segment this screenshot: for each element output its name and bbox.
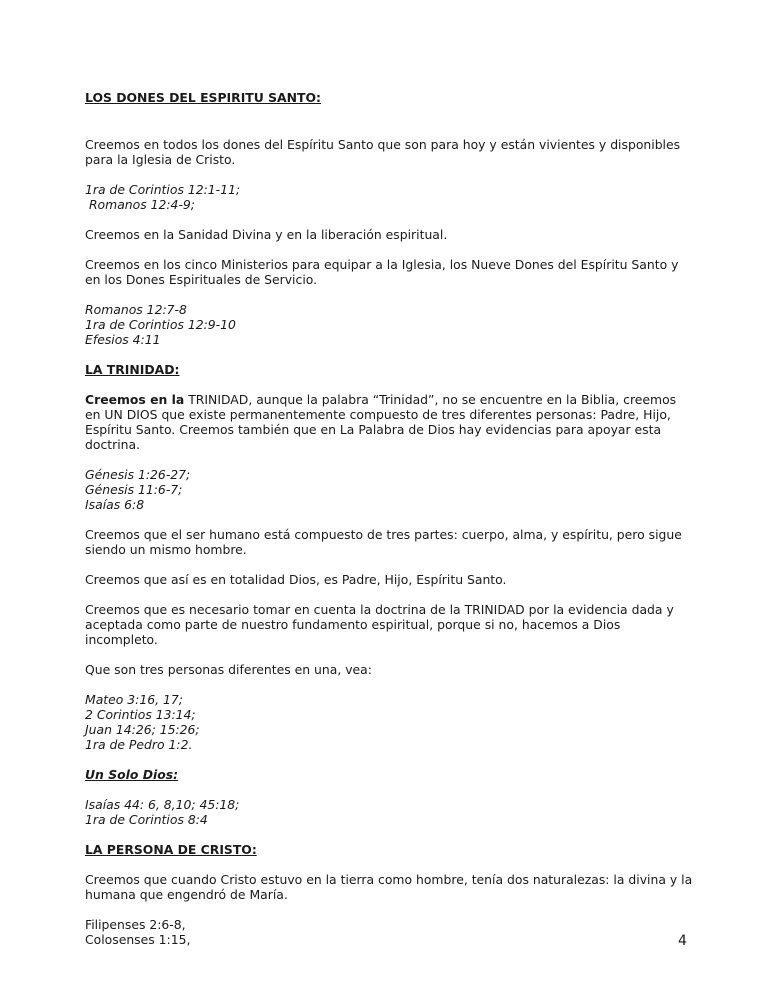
reference: Juan 14:26; 15:26; (85, 722, 200, 737)
reference: 1ra de Pedro 1:2. (85, 737, 193, 752)
reference: Isaías 44: 6, 8,10; 45:18; (85, 797, 240, 812)
section-heading-dones: LOS DONES DEL ESPIRITU SANTO: (85, 90, 321, 105)
reference: Filipenses 2:6-8, (85, 917, 186, 932)
reference: Mateo 3:16, 17; (85, 692, 183, 707)
paragraph: Que son tres personas diferentes en una, vea: (85, 662, 372, 677)
paragraph: Creemos en todos los dones del Espíritu Santo que son para hoy y están vivientes y disponibles para la Iglesia de Cristo. (85, 137, 681, 167)
reference: Isaías 6:8 (85, 497, 145, 512)
paragraph: Creemos que así es en totalidad Dios, es Padre, Hijo, Espíritu Santo. (85, 572, 507, 587)
section-heading-cristo: LA PERSONA DE CRISTO: (85, 842, 257, 857)
scripture-references (85, 917, 695, 947)
page-number: 4 (678, 933, 687, 949)
reference: Génesis 1:26-27; (85, 467, 191, 482)
scripture-references (85, 692, 695, 752)
reference: Efesios 4:11 (85, 332, 161, 347)
scripture-references (85, 302, 695, 347)
reference: Romanos 12:7-8 (85, 302, 187, 317)
subheading-un-solo-dios: Un Solo Dios: (85, 767, 179, 782)
scripture-references (85, 182, 695, 212)
reference: 2 Corintios 13:14; (85, 707, 196, 722)
paragraph: Creemos en los cinco Ministerios para equipar a la Iglesia, los Nueve Dones del Espíritu Santo y en los Dones Espirituales de Servicio. (85, 257, 679, 287)
reference: 1ra de Corintios 12:1-11; (85, 182, 241, 197)
reference: 1ra de Corintios 12:9-10 (85, 317, 236, 332)
bold-lead: Creemos en la (85, 392, 185, 407)
reference: Colosenses 1:15, (85, 932, 191, 947)
paragraph-text: TRINIDAD, aunque la palabra “Trinidad”, no se encuentre en la Biblia, creemos en UN DIOS que existe permanentemente compuesto de tres diferentes personas: Padre, Hijo, Espíritu Santo. Creemos también que en La Palabra de Dios hay evidencias para apoyar esta doctrina. (85, 392, 677, 452)
document-page (85, 90, 695, 947)
paragraph: Creemos en la Sanidad Divina y en la liberación espiritual. (85, 227, 448, 242)
reference: 1ra de Corintios 8:4 (85, 812, 208, 827)
scripture-references (85, 467, 695, 512)
paragraph: Creemos que el ser humano está compuesto de tres partes: cuerpo, alma, y espíritu, pero sigue siendo un mismo hombre. (85, 527, 682, 557)
scripture-references (85, 797, 695, 827)
reference: Romanos 12:4-9; (85, 197, 195, 212)
paragraph (85, 392, 695, 452)
section-heading-trinidad: LA TRINIDAD: (85, 362, 180, 377)
reference: Génesis 11:6-7; (85, 482, 183, 497)
paragraph: Creemos que cuando Cristo estuvo en la tierra como hombre, tenía dos naturalezas: la divina y la humana que engendró de María. (85, 872, 693, 902)
paragraph: Creemos que es necesario tomar en cuenta la doctrina de la TRINIDAD por la evidencia dada y aceptada como parte de nuestro fundamento espiritual, porque si no, hacemos a Dios incompleto. (85, 602, 674, 647)
